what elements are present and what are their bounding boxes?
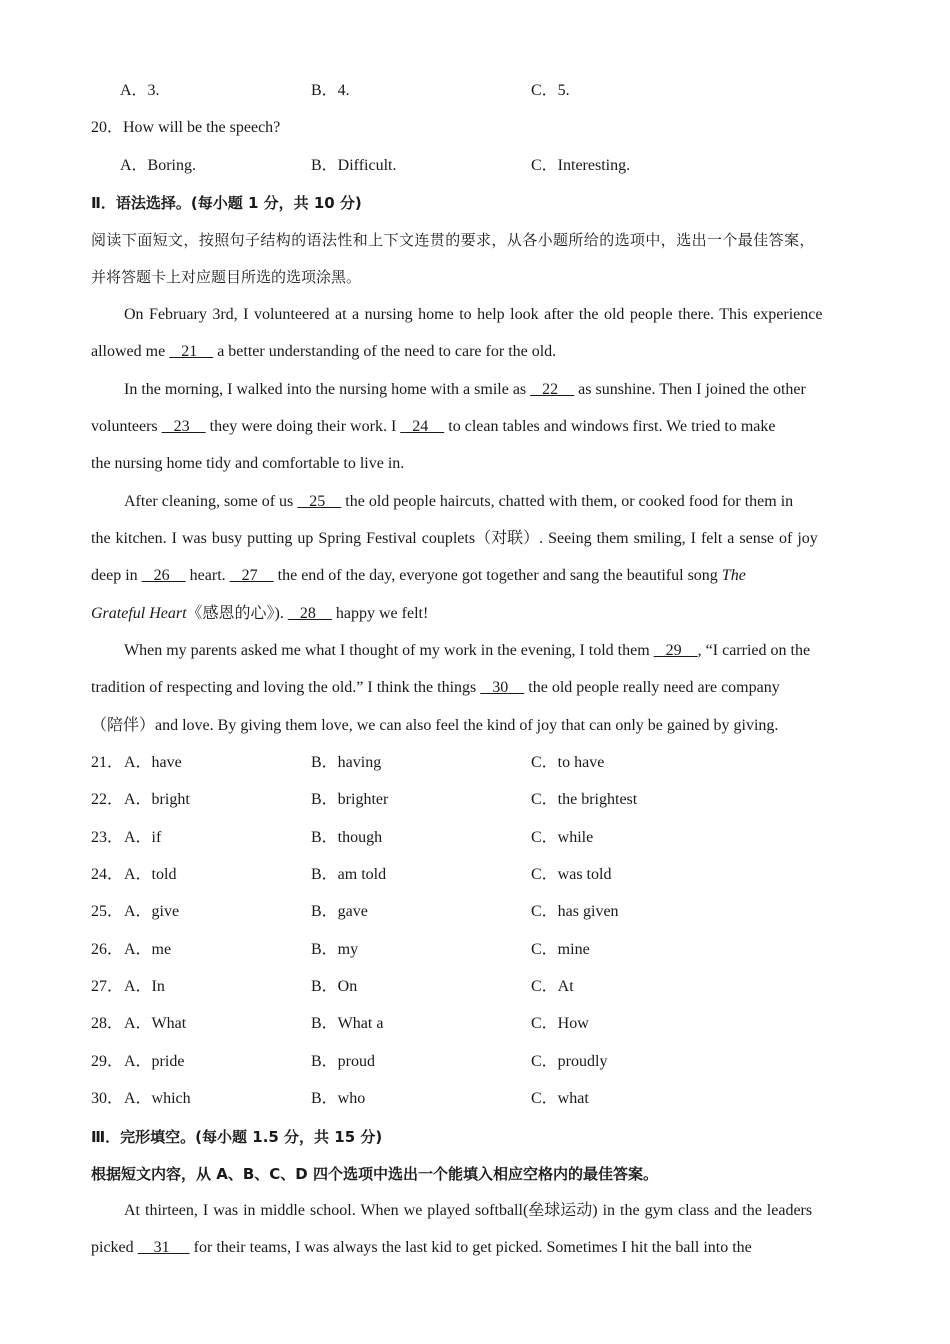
blank-26: 26 [141, 567, 186, 584]
passage-text: After cleaning, some of us [124, 493, 298, 510]
passage-text: a better understanding of the need to care for the old. [213, 343, 557, 360]
option-b: B．brighter [311, 791, 389, 808]
passage-line [124, 641, 861, 661]
option-b: B．having [311, 754, 382, 771]
option-c: C．the brightest [531, 791, 638, 808]
option-a: A．pride [124, 1053, 185, 1070]
passage-text: to clean tables and windows first. We tried to make [444, 418, 776, 435]
passage-text: as sunshine. Then I joined the other [574, 381, 806, 398]
passage-text: the end of the day, everyone got together and sang the beautiful song [273, 567, 722, 584]
section2-instruction-line1: 阅读下面短文，按照句子结构的语法性和上下文连贯的要求，从各小题所给的选项中，选出一个最佳答案， [91, 231, 815, 249]
option-c: C．to have [531, 754, 605, 771]
passage-text: heart. [185, 567, 230, 584]
blank-24: 24 [400, 418, 445, 435]
option-c: C．what [531, 1090, 589, 1107]
option-a: A．me [124, 941, 172, 958]
option-c: C．mine [531, 941, 590, 958]
passage-line [91, 678, 861, 698]
question-number: 21． [91, 754, 124, 771]
option-c: C．proudly [531, 1053, 608, 1070]
option-b: B．am told [311, 866, 387, 883]
question-number: 25． [91, 903, 124, 920]
passage-line: （陪伴）and love. By giving them love, we can also feel the kind of joy that can only be gained by giving. [91, 717, 779, 734]
q20-stem: 20．How will be the speech? [91, 119, 281, 136]
option-b: B．proud [311, 1053, 376, 1070]
option-a: A．give [124, 903, 180, 920]
option-b: B．my [311, 941, 359, 958]
passage-line [91, 417, 861, 437]
question-number: 26． [91, 941, 124, 958]
passage-line [124, 380, 861, 400]
passage-text: When my parents asked me what I thought of my work in the evening, I told them [124, 642, 654, 659]
q19-option-c: C．5. [531, 82, 570, 99]
option-b: B．What a [311, 1015, 384, 1032]
option-b: B．On [311, 978, 358, 995]
option-a: A．which [124, 1090, 191, 1107]
option-c: C．has given [531, 903, 619, 920]
passage-line [91, 1238, 861, 1258]
passage-line [91, 604, 861, 624]
section3-heading: Ⅲ．完形填空。(每小题 1.5 分，共 15 分) [91, 1128, 383, 1146]
question-number: 22． [91, 791, 124, 808]
passage-line: the nursing home tidy and comfortable to live in. [91, 455, 405, 472]
section2-heading: Ⅱ．语法选择。(每小题 1 分，共 10 分) [91, 194, 362, 212]
passage-line: the kitchen. I was busy putting up Spring Festival couplets（对联）. Seeing them smiling, I felt a sense of joy [91, 530, 818, 547]
passage-text: the old people haircuts, chatted with them, or cooked food for them in [341, 493, 794, 510]
option-a: A．told [124, 866, 177, 883]
passage-text: for their teams, I was always the last kid to get picked. Sometimes I hit the ball into the [189, 1239, 752, 1256]
question-number: 24． [91, 866, 124, 883]
blank-27: 27 [229, 567, 274, 584]
option-b: B．gave [311, 903, 368, 920]
passage-text: they were doing their work. I [205, 418, 401, 435]
option-a: A．bright [124, 791, 190, 808]
passage-line [124, 492, 861, 512]
passage-line: At thirteen, I was in middle school. When we played softball(垒球运动) in the gym class and the leaders [124, 1202, 813, 1219]
passage-text: deep in [91, 567, 142, 584]
blank-31: 31 [137, 1239, 190, 1256]
passage-text: the old people really need are company [524, 679, 780, 696]
option-b: B．though [311, 829, 383, 846]
passage-text: , “I carried on the [697, 642, 811, 659]
passage-text: happy we felt! [331, 605, 429, 622]
option-a: A．What [124, 1015, 187, 1032]
option-a: A．In [124, 978, 165, 995]
blank-21: 21 [169, 343, 214, 360]
option-c: C．while [531, 829, 594, 846]
q19-option-a: A．3. [120, 82, 160, 99]
question-number: 30． [91, 1090, 124, 1107]
question-number: 28． [91, 1015, 124, 1032]
q20-option-a: A．Boring. [120, 157, 197, 174]
passage-text: In the morning, I walked into the nursing home with a smile as [124, 381, 531, 398]
blank-29: 29 [653, 642, 698, 659]
q19-option-b: B．4. [311, 82, 350, 99]
passage-text: volunteers [91, 418, 162, 435]
blank-28: 28 [287, 605, 332, 622]
question-number: 27． [91, 978, 124, 995]
question-number: 29． [91, 1053, 124, 1070]
passage-text: picked [91, 1239, 138, 1256]
section2-instruction-line2: 并将答题卡上对应题目所选的选项涂黑。 [91, 268, 362, 286]
blank-30: 30 [480, 679, 525, 696]
blank-25: 25 [297, 493, 342, 510]
passage-text: allowed me [91, 343, 170, 360]
q20-option-c: C．Interesting. [531, 157, 631, 174]
option-a: A．if [124, 829, 162, 846]
song-title: Grateful Heart [91, 605, 187, 622]
passage-line [91, 342, 861, 362]
passage-text: 《感恩的心》). [186, 605, 288, 622]
q20-option-b: B．Difficult. [311, 157, 397, 174]
song-title: The [721, 567, 746, 584]
blank-23: 23 [161, 418, 206, 435]
passage-line: On February 3rd, I volunteered at a nursing home to help look after the old people there. This experience [124, 306, 823, 323]
option-c: C．At [531, 978, 574, 995]
question-number: 23． [91, 829, 124, 846]
blank-22: 22 [530, 381, 575, 398]
option-a: A．have [124, 754, 182, 771]
option-c: C．was told [531, 866, 612, 883]
option-b: B．who [311, 1090, 366, 1107]
passage-line [91, 566, 861, 586]
section3-instruction: 根据短文内容，从 A、B、C、D 四个选项中选出一个能填入相应空格内的最佳答案。 [91, 1165, 658, 1183]
passage-text: tradition of respecting and loving the old.” I think the things [91, 679, 481, 696]
option-c: C．How [531, 1015, 589, 1032]
